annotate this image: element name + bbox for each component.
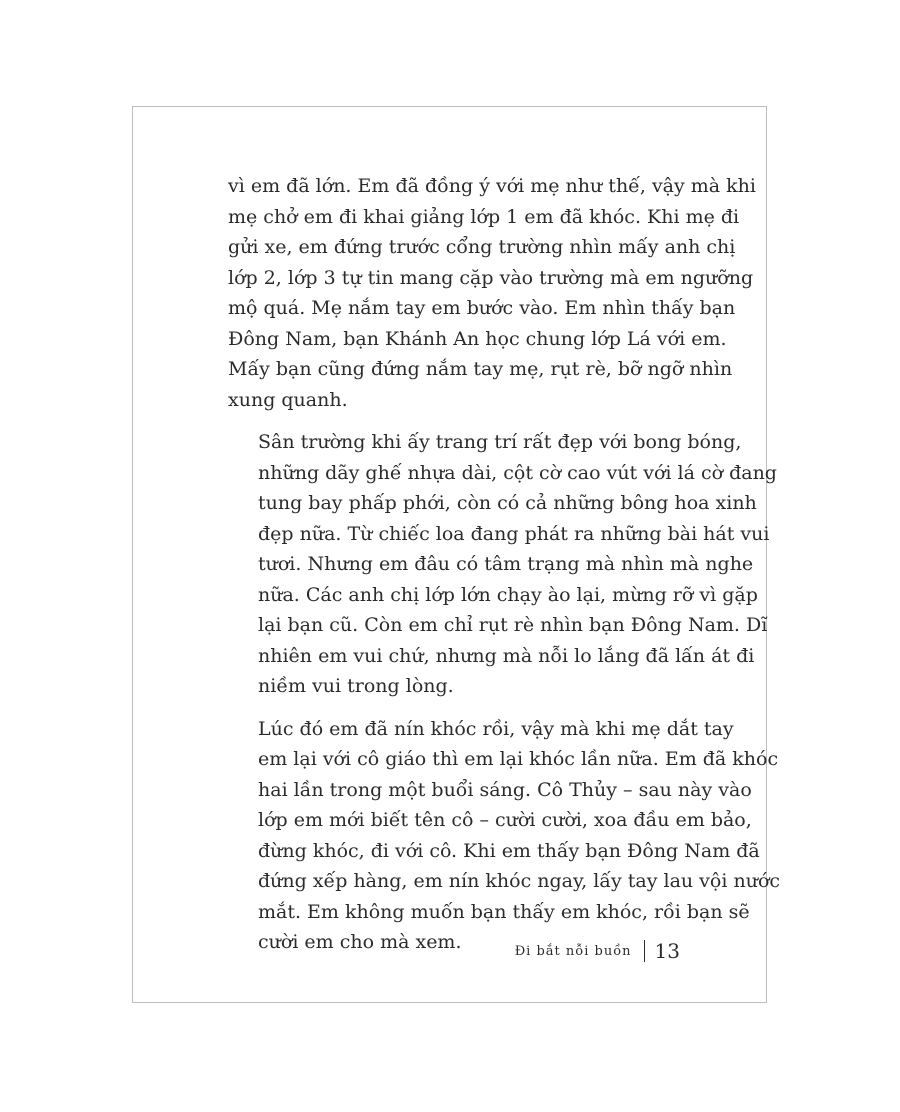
footer-divider [644, 940, 645, 962]
text-line: nữa. Các anh chị lớp lớn chạy ào lại, mừng rỡ vì gặp [258, 583, 758, 606]
text-line: em lại với cô giáo thì em lại khóc lần nữa. Em đã khóc [258, 748, 779, 770]
body-text [228, 171, 781, 958]
text-line: xung quanh. [228, 388, 348, 411]
page-footer [515, 940, 680, 962]
text-line: lớp 2, lớp 3 tự tin mang cặp vào trường mà em ngưỡng [228, 266, 754, 289]
text-line: tươi. Nhưng em đâu có tâm trạng mà nhìn mà nghe [258, 553, 754, 575]
text-line: Đông Nam, bạn Khánh An học chung lớp Lá với em. [228, 327, 727, 350]
text-line: tung bay phấp phới, còn có cả những bông hoa xinh [258, 492, 757, 514]
text-line: đừng khóc, đi với cô. Khi em thấy bạn Đông Nam đã [258, 839, 760, 862]
text-line: đẹp nữa. Từ chiếc loa đang phát ra những bài hát vui [258, 522, 770, 545]
text-line: Mấy bạn cũng đứng nắm tay mẹ, rụt rè, bỡ ngỡ nhìn [228, 358, 733, 380]
text-line: đứng xếp hàng, em nín khóc ngay, lấy tay lau vội nước [258, 870, 781, 892]
text-line: cười em cho mà xem. [258, 931, 462, 953]
text-line: vì em đã lớn. Em đã đồng ý với mẹ như thế, vậy mà khi [228, 175, 756, 197]
text-line: những dãy ghế nhựa dài, cột cờ cao vút với lá cờ đang [258, 461, 777, 484]
page-number: 13 [654, 939, 680, 963]
text-line: mắt. Em không muốn bạn thấy em khóc, rồi bạn sẽ [258, 900, 750, 923]
running-head: Đi bắt nỗi buồn [514, 943, 632, 959]
text-line: Lúc đó em đã nín khóc rồi, vậy mà khi mẹ dắt tay [258, 717, 734, 740]
book-page [132, 106, 781, 1003]
paragraph-2 [228, 427, 777, 702]
text-line: gửi xe, em đứng trước cổng trường nhìn mấy anh chị [228, 236, 736, 258]
text-line: mẹ chở em đi khai giảng lớp 1 em đã khóc. Khi mẹ đi [228, 205, 740, 228]
text-line: hai lần trong một buổi sáng. Cô Thủy – sau này vào [258, 778, 752, 801]
paragraph-1 [228, 171, 756, 415]
text-line: niềm vui trong lòng. [258, 675, 454, 697]
text-line: nhiên em vui chứ, nhưng mà nỗi lo lắng đã lấn át đi [258, 644, 755, 667]
text-line: mộ quá. Mẹ nắm tay em bước vào. Em nhìn thấy bạn [228, 297, 736, 319]
text-line: lại bạn cũ. Còn em chỉ rụt rè nhìn bạn Đông Nam. Dĩ [258, 614, 768, 636]
text-line: Sân trường khi ấy trang trí rất đẹp với bong bóng, [258, 431, 742, 453]
paragraph-3 [228, 714, 781, 958]
text-line: lớp em mới biết tên cô – cười cười, xoa đầu em bảo, [258, 809, 752, 831]
